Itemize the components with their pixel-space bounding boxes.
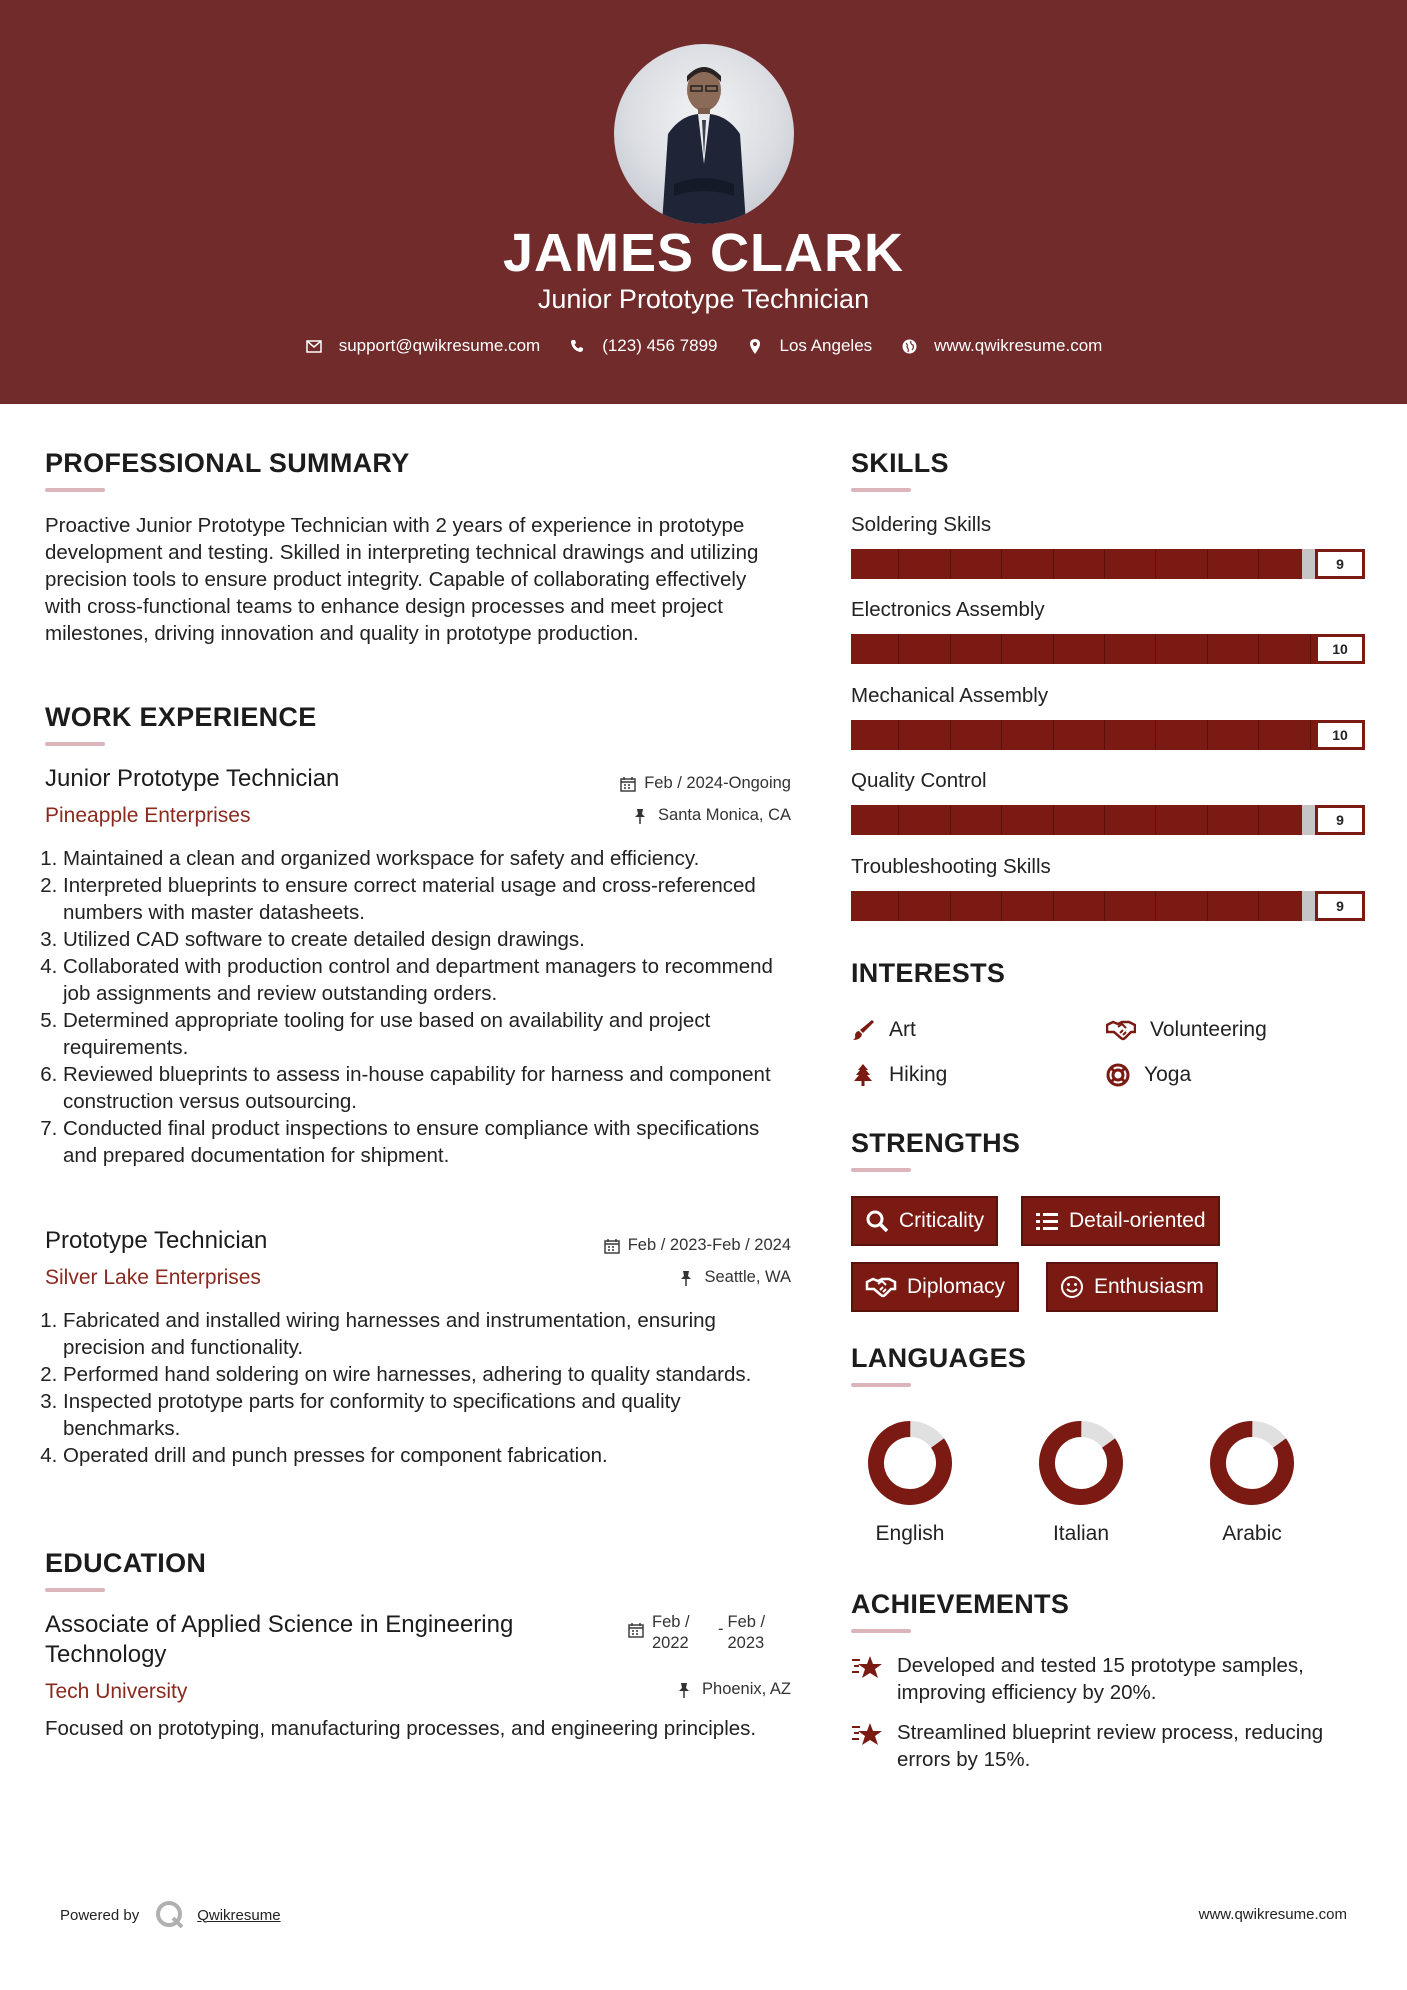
skill-value: 9 — [1315, 549, 1365, 579]
skill-bar-segment — [950, 549, 951, 579]
job-company: Pineapple Enterprises — [45, 804, 251, 827]
skills-underline — [851, 488, 911, 492]
summary-text: Proactive Junior Prototype Technician with 2 years of experience in prototype development and testing. Skilled in interpreting technical drawings and utilizing precision tools to ensure product integrity. Capable of collaborating effectively with cross-functional teams to enhance design processes and meet project milestones, driving innovation and quality in prototype production. — [45, 514, 759, 645]
skill-bar-segment — [1207, 891, 1208, 921]
location-text: Los Angeles — [779, 336, 873, 355]
skill-bar — [851, 634, 1365, 664]
language-donut — [1207, 1418, 1297, 1508]
strength-label: Criticality — [899, 1209, 985, 1232]
skill-bar — [851, 805, 1365, 835]
language-label: Italian — [1052, 1522, 1110, 1545]
skill-label: Troubleshooting Skills — [851, 855, 1051, 878]
job-location-text: Santa Monica, CA — [658, 806, 791, 824]
languages-heading: LANGUAGES — [851, 1343, 1027, 1373]
interest-label: Hiking — [889, 1063, 948, 1086]
achievement-text: Streamlined blueprint review process, reducing errors by 15%. — [897, 1721, 1324, 1771]
strength-chip — [851, 1262, 1019, 1312]
pushpin-icon — [634, 808, 650, 824]
education-degree: Associate of Applied Science in Engineering Technology — [45, 1611, 514, 1668]
skill-bar-fill — [851, 720, 1365, 750]
strength-label: Diplomacy — [907, 1275, 1006, 1298]
job-title: Junior Prototype Technician — [45, 765, 340, 792]
job-dates-text: Feb / 2024-Ongoing — [644, 774, 791, 792]
job-dates-text: Feb / 2023-Feb / 2024 — [627, 1236, 791, 1254]
skill-bar-segment — [898, 891, 899, 921]
achievement-item — [851, 1719, 1371, 1773]
language-item — [1021, 1418, 1141, 1546]
skill-bar-segment — [1155, 891, 1156, 921]
languages-underline — [851, 1383, 911, 1387]
list-icon — [1035, 1209, 1059, 1233]
skill-bar-segment — [1053, 891, 1054, 921]
interest-item — [851, 1063, 947, 1087]
candidate-title: Junior Prototype Technician — [537, 284, 870, 314]
skill-bar-segment — [1207, 720, 1208, 750]
calendar-icon — [620, 776, 636, 792]
list-item: 2. Interpreted blueprints to ensure correct material usage and cross-referenced numbers with master datasheets. — [63, 872, 785, 926]
skill-label: Soldering Skills — [851, 513, 992, 536]
strengths-underline — [851, 1168, 911, 1172]
profile-photo — [614, 44, 794, 224]
job-location — [680, 1268, 791, 1287]
skill-bar-segment — [898, 634, 899, 664]
skill-bar — [851, 720, 1365, 750]
language-label: English — [875, 1522, 945, 1545]
smile-icon — [1060, 1275, 1084, 1299]
language-item — [1192, 1418, 1312, 1546]
candidate-name: JAMES CLARK — [502, 223, 905, 283]
skill-value: 9 — [1315, 891, 1365, 921]
skill-bar-segment — [1310, 720, 1311, 750]
skill-bar-segment — [1207, 634, 1208, 664]
skill-bar-segment — [1258, 549, 1259, 579]
list-item: 3. Utilized CAD software to create detailed design drawings. — [63, 926, 785, 953]
search-icon — [865, 1209, 889, 1233]
strengths-heading: STRENGTHS — [851, 1128, 1021, 1158]
skill-bar-segment — [1258, 634, 1259, 664]
pushpin-icon — [680, 1270, 696, 1286]
paintbrush-icon — [851, 1018, 875, 1042]
date-separator: - — [718, 1620, 724, 1638]
skill-bar-segment — [1104, 805, 1105, 835]
skill-label: Electronics Assembly — [851, 598, 1045, 621]
skill-bar-segment — [1104, 891, 1105, 921]
interest-label: Volunteering — [1150, 1018, 1267, 1041]
handshake-icon — [1106, 1018, 1136, 1042]
globe-icon — [900, 337, 918, 355]
header-banner — [0, 0, 1407, 404]
phone-icon — [568, 337, 586, 355]
summary-underline — [45, 488, 105, 492]
skill-bar-segment — [1207, 549, 1208, 579]
job-bullets — [45, 1307, 795, 1469]
interest-label: Art — [889, 1018, 916, 1041]
email-text: support@qwikresume.com — [338, 336, 541, 355]
contact-phone[interactable] — [568, 336, 717, 356]
education-underline — [45, 1588, 105, 1592]
skills-heading: SKILLS — [851, 448, 949, 478]
interest-item — [851, 1018, 916, 1042]
skill-bar-segment — [1053, 805, 1054, 835]
skill-bar-segment — [1207, 805, 1208, 835]
skill-bar-segment — [1001, 891, 1002, 921]
experience-underline — [45, 742, 105, 746]
contact-email[interactable] — [305, 336, 541, 356]
education-date-start: Feb / 2022 — [652, 1613, 690, 1652]
skill-bar-segment — [1258, 891, 1259, 921]
interest-label: Yoga — [1144, 1063, 1192, 1086]
strength-chip — [1046, 1262, 1218, 1312]
skill-bar-segment — [950, 634, 951, 664]
handshake-icon — [865, 1275, 897, 1299]
list-item: 6. Reviewed blueprints to assess in-house capability for harness and component construction versus outsourcing. — [63, 1061, 785, 1115]
skill-label: Mechanical Assembly — [851, 684, 1049, 707]
job-dates — [620, 774, 791, 793]
interests-heading: INTERESTS — [851, 958, 1006, 988]
skill-bar-segment — [1104, 549, 1105, 579]
list-item: 1. Maintained a clean and organized workspace for safety and efficiency. — [63, 845, 785, 872]
skill-bar-segment — [1155, 634, 1156, 664]
map-pin-icon — [746, 337, 764, 355]
skill-bar-segment — [1155, 720, 1156, 750]
skill-bar — [851, 891, 1365, 921]
education-school: Tech University — [45, 1680, 188, 1703]
skill-bar-segment — [1104, 634, 1105, 664]
skill-bar-fill — [851, 549, 1302, 579]
achievement-item — [851, 1652, 1371, 1706]
skill-bar-fill — [851, 634, 1365, 664]
tree-icon — [851, 1063, 875, 1087]
language-donut — [1036, 1418, 1126, 1508]
education-text: Focused on prototyping, manufacturing processes, and engineering principles. — [45, 1717, 757, 1740]
list-item: 7. Conducted final product inspections to ensure compliance with specifications and prepared documentation for shipment. — [63, 1115, 785, 1169]
calendar-icon — [604, 1238, 620, 1254]
list-item: 5. Determined appropriate tooling for use based on availability and project requirements. — [63, 1007, 785, 1061]
achievements-underline — [851, 1629, 911, 1633]
calendar-icon — [628, 1622, 644, 1638]
donut-arc — [1036, 1418, 1126, 1508]
donut-arc — [865, 1418, 955, 1508]
skill-bar-segment — [1053, 549, 1054, 579]
skill-bar-segment — [898, 720, 899, 750]
interest-item — [1106, 1063, 1191, 1087]
skill-bar-segment — [1155, 549, 1156, 579]
skill-bar-segment — [1155, 805, 1156, 835]
list-item: 3. Inspected prototype parts for conformity to specifications and quality benchmarks. — [63, 1388, 795, 1442]
skill-bar-segment — [950, 720, 951, 750]
experience-heading: WORK EXPERIENCE — [45, 702, 317, 732]
job-location-text: Seattle, WA — [704, 1268, 791, 1286]
star-icon — [851, 1719, 885, 1749]
skill-bar-segment — [1258, 805, 1259, 835]
list-item: 4. Collaborated with production control and department managers to recommend job assignments and review outstanding orders. — [63, 953, 785, 1007]
skill-bar-segment — [1001, 549, 1002, 579]
education-location — [678, 1680, 791, 1699]
skill-bar-segment — [898, 549, 899, 579]
skill-bar-segment — [1053, 634, 1054, 664]
language-label: Arabic — [1222, 1522, 1282, 1545]
education-location-text: Phoenix, AZ — [702, 1680, 791, 1698]
achievement-text: Developed and tested 15 prototype samples, improving efficiency by 20%. — [897, 1654, 1304, 1704]
skill-bar-segment — [950, 891, 951, 921]
achievements-heading: ACHIEVEMENTS — [851, 1589, 1070, 1619]
brand-link[interactable]: Qwikresume — [197, 1906, 281, 1924]
lifering-icon — [1106, 1063, 1130, 1087]
skill-bar-fill — [851, 805, 1302, 835]
job-company: Silver Lake Enterprises — [45, 1266, 261, 1289]
list-item: 2. Performed hand soldering on wire harnesses, adhering to quality standards. — [63, 1361, 795, 1388]
pushpin-icon — [678, 1682, 694, 1698]
skill-bar-segment — [898, 805, 899, 835]
education-date-end: Feb / 2023 — [727, 1613, 766, 1652]
avatar — [614, 44, 794, 224]
skill-bar-segment — [1104, 720, 1105, 750]
qwikresume-logo-icon — [155, 1900, 185, 1930]
skill-value: 10 — [1315, 720, 1365, 750]
contact-bar — [0, 336, 1407, 356]
skill-bar-segment — [1001, 634, 1002, 664]
strength-label: Enthusiasm — [1094, 1275, 1204, 1298]
education-dates — [628, 1612, 778, 1654]
strength-label: Detail-oriented — [1069, 1209, 1206, 1232]
strength-chip — [1021, 1196, 1220, 1246]
footer-powered-by — [60, 1900, 281, 1930]
skill-bar-segment — [1001, 720, 1002, 750]
skill-bar-segment — [1258, 720, 1259, 750]
skill-value: 10 — [1315, 634, 1365, 664]
job-location — [634, 806, 791, 825]
skill-bar-segment — [1001, 805, 1002, 835]
job-dates — [604, 1236, 791, 1255]
contact-location[interactable] — [746, 336, 873, 356]
skill-bar — [851, 549, 1365, 579]
phone-text: (123) 456 7899 — [602, 336, 718, 355]
skill-bar-segment — [1053, 720, 1054, 750]
contact-website[interactable] — [900, 336, 1102, 356]
envelope-icon — [305, 337, 323, 355]
job-bullets — [45, 845, 785, 1169]
list-item: 4. Operated drill and punch presses for component fabrication. — [63, 1442, 795, 1469]
skill-bar-fill — [851, 891, 1302, 921]
language-donut — [865, 1418, 955, 1508]
education-heading: EDUCATION — [45, 1548, 207, 1578]
language-item — [850, 1418, 970, 1546]
list-item: 1. Fabricated and installed wiring harnesses and instrumentation, ensuring precision and functionality. — [63, 1307, 795, 1361]
website-text: www.qwikresume.com — [934, 336, 1103, 355]
strength-chip — [851, 1196, 998, 1246]
donut-arc — [1207, 1418, 1297, 1508]
skill-bar-segment — [950, 805, 951, 835]
footer-website[interactable]: www.qwikresume.com — [1198, 1906, 1347, 1923]
skill-bar-segment — [1310, 634, 1311, 664]
powered-by-text: Powered by — [60, 1906, 140, 1924]
skill-label: Quality Control — [851, 769, 987, 792]
summary-heading: PROFESSIONAL SUMMARY — [45, 448, 410, 478]
star-icon — [851, 1652, 885, 1682]
skill-value: 9 — [1315, 805, 1365, 835]
job-title: Prototype Technician — [45, 1227, 268, 1254]
interest-item — [1106, 1018, 1267, 1042]
